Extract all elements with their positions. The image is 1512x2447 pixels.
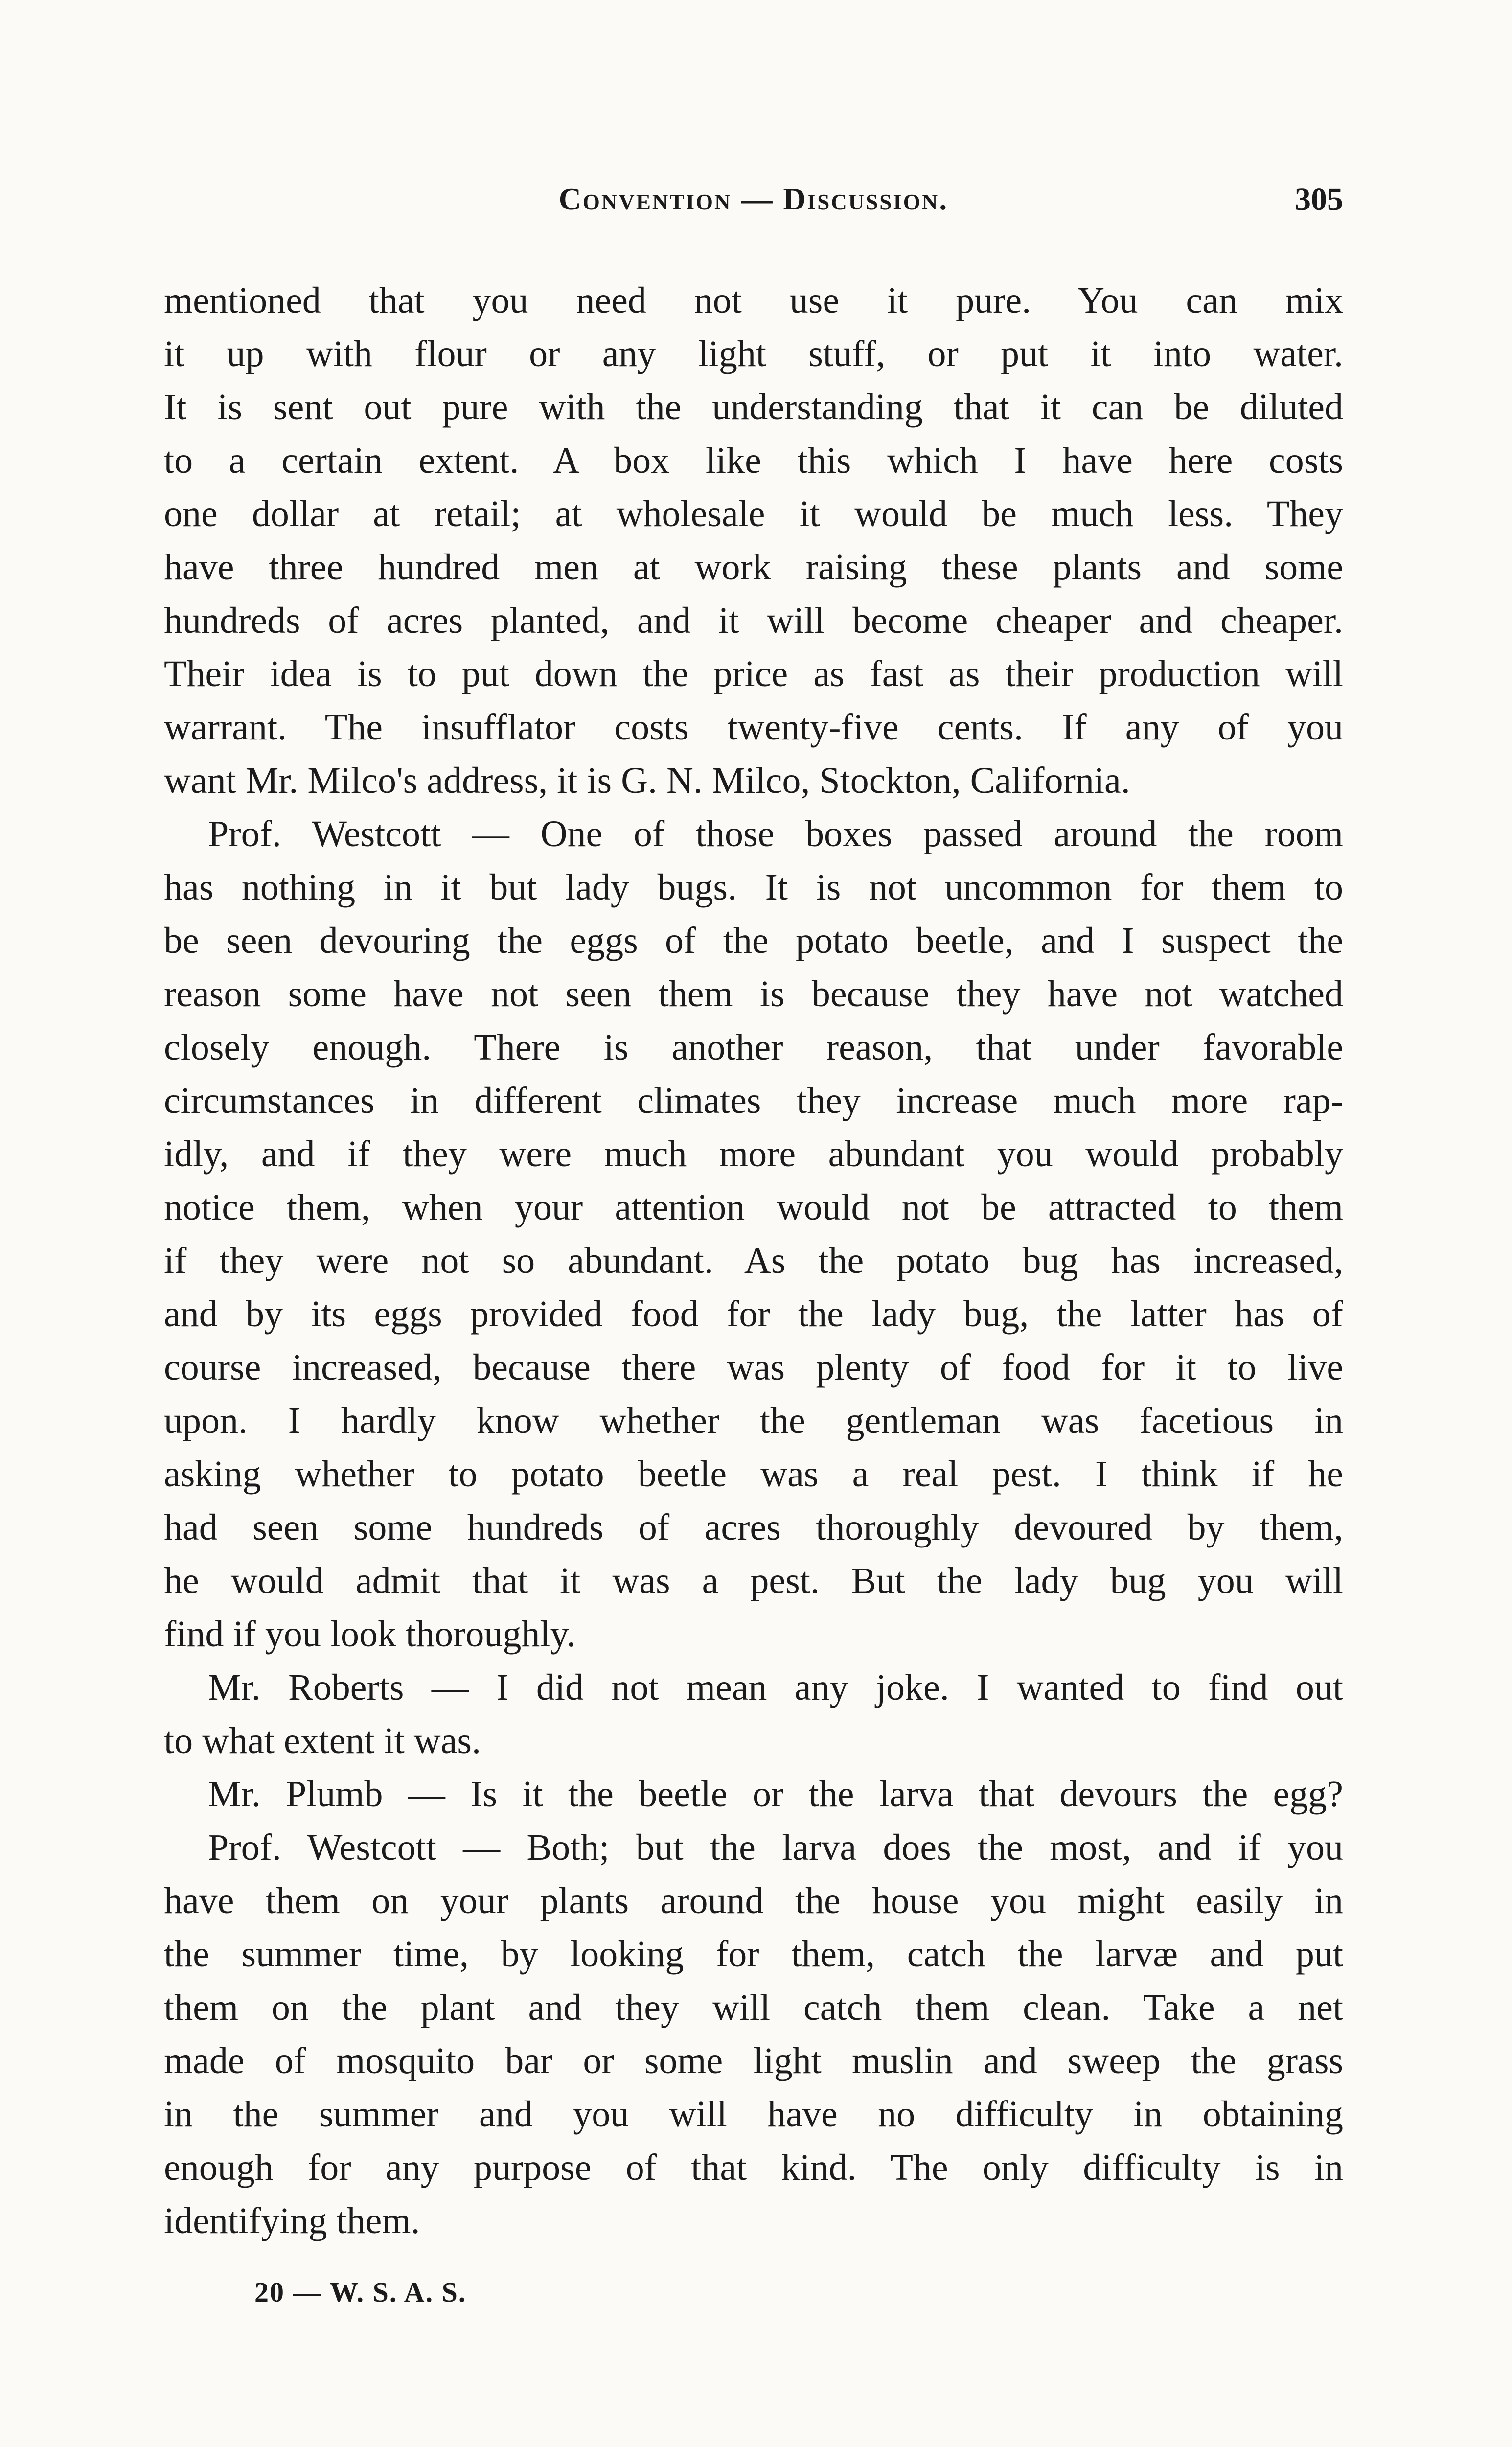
text-line: and by its eggs provided food for the lady bug, the latter has of xyxy=(164,1293,1343,1335)
text-line: one dollar at retail; at wholesale it would be much less. They xyxy=(164,493,1343,534)
text-line: has nothing in it but lady bugs. It is not uncommon for them to xyxy=(164,867,1343,908)
text-line: It is sent out pure with the understanding that it can be diluted xyxy=(164,387,1343,428)
text-line: Their idea is to put down the price as fast as their production will xyxy=(164,653,1343,694)
text-line: have three hundred men at work raising these plants and some xyxy=(164,547,1343,588)
text-line: upon. I hardly know whether the gentleman was facetious in xyxy=(164,1400,1343,1441)
text-line: asking whether to potato beetle was a real pest. I think if he xyxy=(164,1454,1343,1495)
text-line: find if you look thoroughly. xyxy=(164,1614,576,1655)
page-number: 305 xyxy=(1295,182,1343,217)
text-line: Mr. Plumb — Is it the beetle or the larva that devours the egg? xyxy=(208,1774,1343,1815)
text-line: have them on your plants around the house you might easily in xyxy=(164,1880,1343,1921)
text-line: it up with flour or any light stuff, or put it into water. xyxy=(164,333,1343,374)
text-line: identifying them. xyxy=(164,2200,420,2241)
text-line: warrant. The insufflator costs twenty-five cents. If any of you xyxy=(164,707,1343,748)
text-line: in the summer and you will have no difficulty in obtaining xyxy=(164,2094,1343,2135)
text-line: course increased, because there was plenty of food for it to live xyxy=(164,1347,1343,1388)
text-line: Mr. Roberts — I did not mean any joke. I wanted to find out xyxy=(208,1667,1343,1708)
text-line: circumstances in different climates they increase much more rap- xyxy=(164,1080,1343,1121)
text-line: to what extent it was. xyxy=(164,1720,481,1761)
text-line: want Mr. Milco's address, it is G. N. Milco, Stockton, California. xyxy=(164,760,1130,801)
text-line: idly, and if they were much more abundant you would probably xyxy=(164,1133,1343,1175)
text-line: had seen some hundreds of acres thoroughly devoured by them, xyxy=(164,1507,1343,1548)
text-line: enough for any purpose of that kind. The only difficulty is in xyxy=(164,2147,1343,2188)
text-line: mentioned that you need not use it pure. You can mix xyxy=(164,280,1343,321)
text-line: closely enough. There is another reason, that under favorable xyxy=(164,1027,1343,1068)
text-line: notice them, when your attention would not be attracted to them xyxy=(164,1187,1343,1228)
text-line: be seen devouring the eggs of the potato beetle, and I suspect the xyxy=(164,920,1343,961)
body-text xyxy=(164,274,1343,2248)
page-header xyxy=(164,181,1343,225)
signature-mark: 20 — W. S. A. S. xyxy=(254,2276,467,2308)
text-line: hundreds of acres planted, and it will become cheaper and cheaper. xyxy=(164,600,1343,641)
text-line: to a certain extent. A box like this which I have here costs xyxy=(164,440,1343,481)
text-line: if they were not so abundant. As the potato bug has increased, xyxy=(164,1240,1343,1281)
running-head: Convention — Discussion. xyxy=(558,182,949,216)
text-line: the summer time, by looking for them, catch the larvæ and put xyxy=(164,1934,1343,1975)
text-line: he would admit that it was a pest. But the lady bug you will xyxy=(164,1560,1343,1601)
text-line: them on the plant and they will catch them clean. Take a net xyxy=(164,1987,1343,2028)
text-line: reason some have not seen them is because they have not watched xyxy=(164,973,1343,1015)
text-line: Prof. Westcott — One of those boxes passed around the room xyxy=(208,813,1343,854)
text-line: Prof. Westcott — Both; but the larva does the most, and if you xyxy=(208,1827,1343,1868)
text-line: made of mosquito bar or some light muslin and sweep the grass xyxy=(164,2040,1343,2081)
